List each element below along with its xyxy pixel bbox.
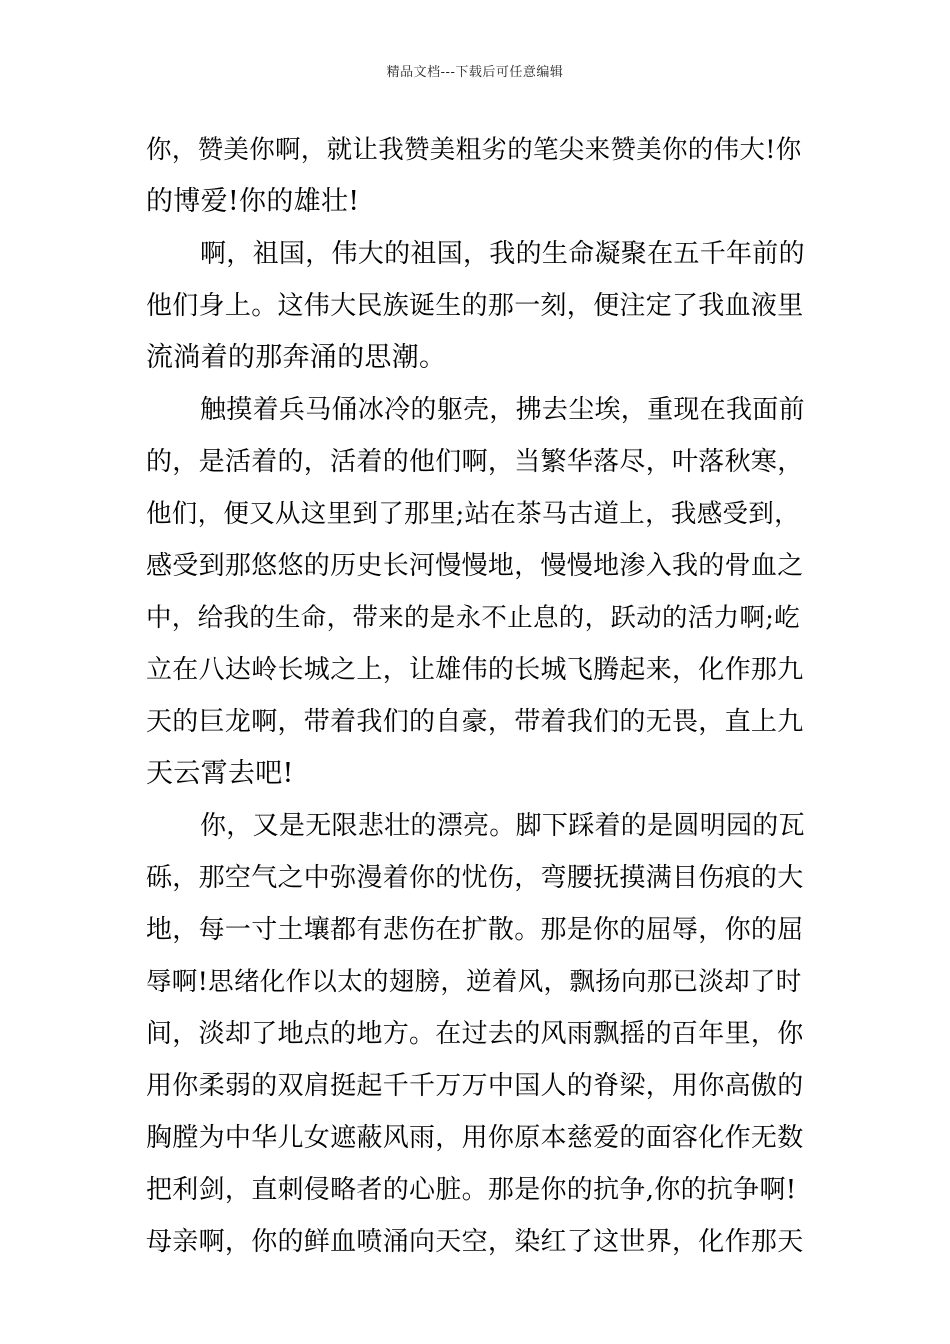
text-line: 流淌着的那奔涌的思潮。	[146, 342, 447, 373]
text-line: 天云霄去吧!	[146, 758, 294, 789]
text-line: 他们，便又从这里到了那里;站在茶马古道上，我感受到，	[146, 499, 800, 529]
running-header: 精品文档---下载后可任意编辑	[386, 65, 564, 80]
text-line: 中，给我的生命，带来的是永不止息的，跃动的活力啊;屹	[146, 603, 800, 633]
text-line: 你，赞美你啊，就让我赞美粗劣的笔尖来赞美你的伟大!你	[146, 135, 802, 165]
text-line: 辱啊!思绪化作以太的翅膀，逆着风，飘扬向那已淡却了时	[146, 967, 802, 997]
text-line: 他们身上。这伟大民族诞生的那一刻，便注定了我血液里	[146, 291, 804, 321]
paragraph-first-line: 你，又是无限悲壮的漂亮。脚下踩着的是圆明园的瓦	[200, 811, 805, 841]
paragraph-first-line: 触摸着兵马俑冰冷的躯壳，拂去尘埃，重现在我面前	[200, 395, 805, 425]
text-line: 母亲啊，你的鲜血喷涌向天空，染红了这世界，化作那天	[146, 1227, 804, 1257]
text-line: 把利剑，直刺侵略者的心脏。那是你的抗争,你的抗争啊!	[146, 1175, 797, 1205]
paragraph-first-line: 啊，祖国，伟大的祖国，我的生命凝聚在五千年前的	[200, 239, 805, 269]
text-line: 的，是活着的，活着的他们啊，当繁华落尽，叶落秋寒，	[146, 447, 804, 477]
text-line: 砾，那空气之中弥漫着你的忧伤，弯腰抚摸满目伤痕的大	[146, 863, 804, 893]
text-line: 感受到那悠悠的历史长河慢慢地，慢慢地渗入我的骨血之	[146, 551, 804, 581]
body-text	[146, 130, 808, 1274]
text-line: 的博爱!你的雄壮!	[146, 186, 360, 217]
text-line: 间，淡却了地点的地方。在过去的风雨飘摇的百年里，你	[146, 1019, 804, 1049]
text-line: 立在八达岭长城之上，让雄伟的长城飞腾起来，化作那九	[146, 655, 804, 685]
text-line: 地，每一寸土壤都有悲伤在扩散。那是你的屈辱，你的屈	[146, 915, 804, 945]
text-line: 胸膛为中华儿女遮蔽风雨，用你原本慈爱的面容化作无数	[146, 1123, 804, 1153]
text-line: 天的巨龙啊，带着我们的自豪，带着我们的无畏，直上九	[146, 707, 804, 737]
text-line: 用你柔弱的双肩挺起千千万万中国人的脊梁，用你高傲的	[146, 1071, 804, 1101]
